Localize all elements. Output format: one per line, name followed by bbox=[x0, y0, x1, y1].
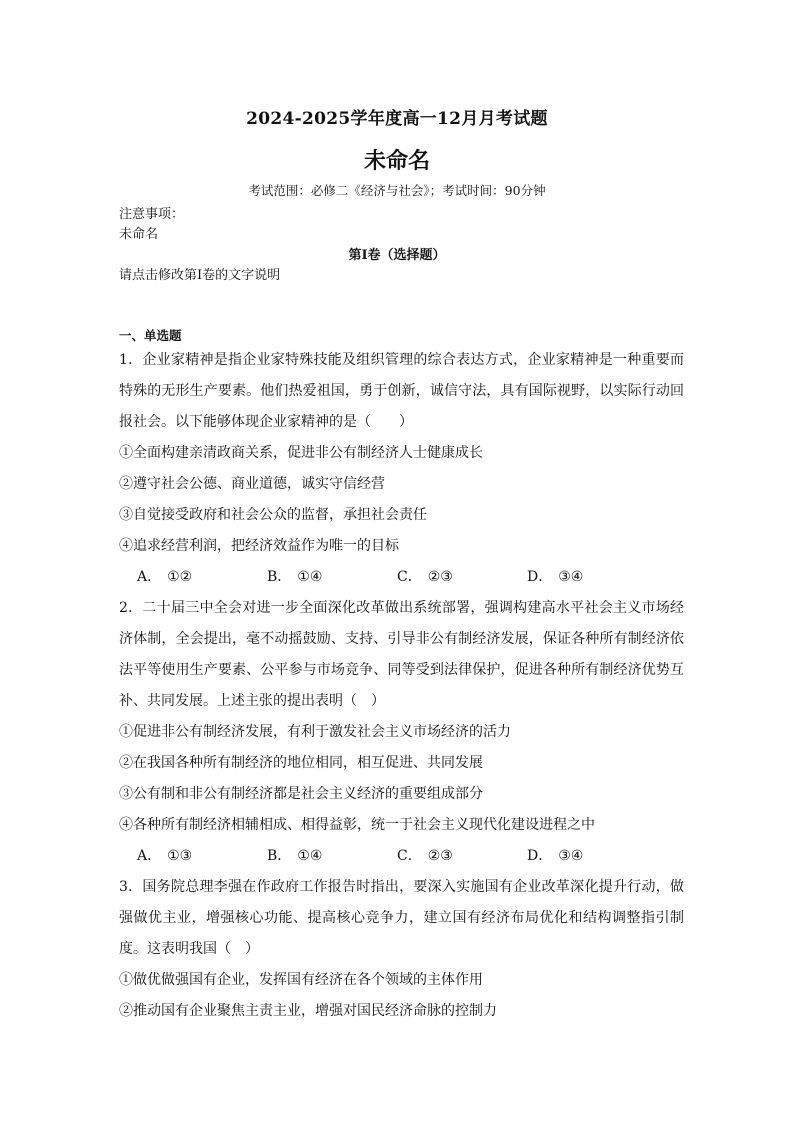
question-stem: 1．企业家精神是指企业家特殊技能及组织管理的综合表达方式，企业家精神是一种重要而特殊的无形生产要素。他们热爱祖国，勇于创新，诚信守法，具有国际视野，以实际行动回报社会。以下能够体现企业家精神的是（ ） bbox=[119, 352, 684, 430]
statement-option: ②在我国各种所有制经济的地位相同，相互促进、共同发展 bbox=[119, 755, 483, 771]
sub-title: 未命名 bbox=[363, 148, 430, 174]
exam-title: 2024-2025学年度高一12月月考试题 bbox=[246, 109, 548, 129]
statement-option: ①全面构建亲清政商关系，促进非公有制经济人士健康成长 bbox=[119, 445, 483, 461]
statement-option: ①促进非公有制经济发展，有利于激发社会主义市场经济的活力 bbox=[119, 724, 511, 740]
statement-option: ③公有制和非公有制经济都是社会主义经济的重要组成部分 bbox=[119, 786, 483, 802]
exam-info: 考试范围：必修二《经济与社会》；考试时间：90分钟 bbox=[248, 183, 546, 198]
question-list bbox=[119, 345, 684, 1027]
answer-choice-d[interactable]: D． ③④ bbox=[527, 569, 584, 585]
answer-choice-c[interactable]: C． ②③ bbox=[397, 848, 453, 864]
answer-choice-b[interactable]: B． ①④ bbox=[267, 569, 323, 585]
statement-option: ③自觉接受政府和社会公众的监督，承担社会责任 bbox=[119, 507, 427, 523]
answer-choice-a[interactable]: A． ①③ bbox=[137, 848, 193, 864]
part-description: 请点击修改第I卷的文字说明 bbox=[119, 268, 281, 283]
statement-option: ④各种所有制经济相辅相成、相得益彰，统一于社会主义现代化建设进程之中 bbox=[119, 817, 595, 833]
notes-text: 未命名 bbox=[119, 227, 159, 242]
answer-choices bbox=[119, 562, 684, 593]
statement-option: ②遵守社会公德、商业道德，诚实守信经营 bbox=[119, 476, 385, 492]
question-stem: 2．二十届三中全会对进一步全面深化改革做出系统部署，强调构建高水平社会主义市场经济体制，全会提出，毫不动摇鼓励、支持、引导非公有制经济发展，保证各种所有制经济依法平等使用生产要素、公平参与市场竞争、同等受到法律保护，促进各种所有制经济优势互补、共同发展。上述主张的提出表明（ ） bbox=[119, 600, 684, 709]
notes-label: 注意事项： bbox=[119, 207, 185, 222]
question-3 bbox=[119, 872, 684, 1027]
answer-choice-c[interactable]: C． ②③ bbox=[397, 569, 453, 585]
question-1 bbox=[119, 345, 684, 593]
answer-choice-d[interactable]: D． ③④ bbox=[527, 848, 584, 864]
question-2 bbox=[119, 593, 684, 872]
statement-option: ②推动国有企业聚焦主责主业，增强对国民经济命脉的控制力 bbox=[119, 1003, 497, 1019]
answer-choice-a[interactable]: A． ①② bbox=[137, 569, 193, 585]
statement-option: ①做优做强国有企业，发挥国有经济在各个领域的主体作用 bbox=[119, 972, 483, 988]
question-stem: 3．国务院总理李强在作政府工作报告时指出，要深入实施国有企业改革深化提升行动，做强做优主业，增强核心功能、提高核心竞争力，建立国有经济布局优化和结构调整指引制度。这表明我国（ ） bbox=[119, 879, 684, 957]
answer-choice-b[interactable]: B． ①④ bbox=[267, 848, 323, 864]
part-title: 第I卷（选择题） bbox=[348, 248, 446, 263]
answer-choices bbox=[119, 841, 684, 872]
statement-option: ④追求经营利润，把经济效益作为唯一的目标 bbox=[119, 538, 399, 554]
section-heading: 一、单选题 bbox=[119, 328, 182, 343]
